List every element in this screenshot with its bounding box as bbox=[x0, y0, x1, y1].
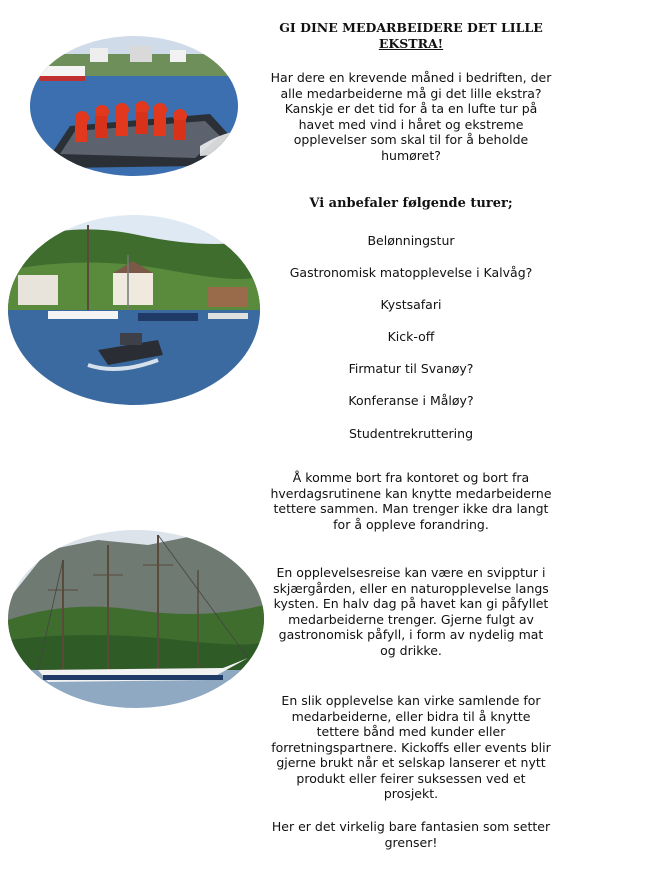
tours-subheading: Vi anbefaler følgende turer; bbox=[309, 196, 513, 211]
tour-item: Konferanse i Måløy? bbox=[348, 393, 474, 408]
tour-item: Kick-off bbox=[387, 329, 435, 344]
closing-paragraph: Her er det virkelig bare fantasien som setter grenser! bbox=[271, 819, 551, 850]
headline-line2: EKSTRA! bbox=[378, 36, 444, 51]
harbor-photo bbox=[8, 215, 260, 405]
tour-item: Belønningstur bbox=[367, 233, 455, 248]
tall-ship-photo bbox=[8, 530, 264, 708]
rib-boat-photo bbox=[30, 36, 238, 176]
tour-item: Studentrekruttering bbox=[348, 426, 474, 441]
intro-paragraph: Har dere en krevende måned i bedriften, der alle medarbeiderne må gi det lille ekstra? Kanskje er det tid for å ta en lufte tur på havet med vind i håret og ekstreme opplevelser som skal til for å beholde humøret? bbox=[270, 70, 552, 163]
tour-item: Gastronomisk matopplevelse i Kalvåg? bbox=[289, 265, 533, 280]
tour-item: Firmatur til Svanøy? bbox=[348, 361, 474, 376]
headline bbox=[270, 20, 552, 52]
body-paragraph: En opplevelsesreise kan være en svipptur i skjærgården, eller en naturopplevelse langs kysten. En halv dag på havet kan gi påfyllet medarbeiderne trenger. Gjerne fulgt av gastronomisk påfyll, i form av nydelig mat og drikke. bbox=[273, 565, 549, 658]
headline-line1: GI DINE MEDARBEIDERE DET LILLE bbox=[279, 20, 543, 35]
tour-item: Kystsafari bbox=[380, 297, 442, 312]
body-paragraph: En slik opplevelse kan virke samlende for medarbeiderne, eller bidra til å knytte tettere bånd med kunder eller forretningspartnere. Kickoffs eller events blir gjerne brukt når et selskap lanserer et nytt produkt eller feirer suksessen ved et prosjekt. bbox=[271, 693, 551, 801]
body-paragraph: Å komme bort fra kontoret og bort fra hverdagsrutinene kan knytte medarbeiderne tettere sammen. Man trenger ikke dra langt for å oppleve forandring. bbox=[270, 470, 552, 532]
